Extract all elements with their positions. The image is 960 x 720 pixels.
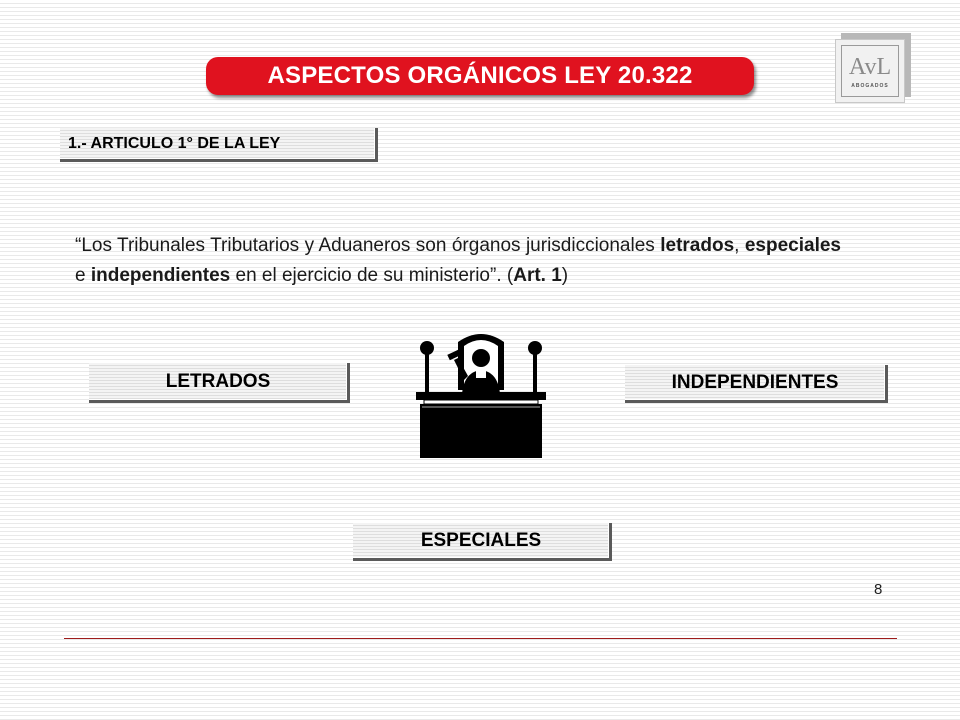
box-independientes-label: INDEPENDIENTES: [671, 371, 839, 393]
slide-title-bar: [206, 57, 754, 95]
quote-text: ): [561, 265, 569, 286]
box-especiales-label: ESPECIALES: [420, 529, 542, 551]
quote-bold-independientes: independientes: [90, 265, 231, 286]
box-letrados-label: LETRADOS: [165, 370, 271, 392]
judge-at-bench-icon: [410, 328, 552, 460]
quote-text: e: [75, 265, 91, 286]
logo-frame: [841, 45, 899, 97]
logo-subtitle: ABOGADOS: [851, 83, 889, 89]
quote-text: en el ejercicio de su ministerio”. (: [230, 265, 514, 286]
quote-bold-letrados: letrados: [660, 235, 735, 256]
bottom-divider: [64, 638, 897, 639]
article-quote: [75, 231, 841, 291]
box-independientes: [625, 365, 888, 403]
quote-text: “Los Tribunales Tributarios y Aduaneros son órganos jurisdiccionales: [75, 235, 661, 256]
box-especiales: [353, 523, 612, 561]
quote-bold-especiales: especiales: [744, 235, 841, 256]
quote-text: ,: [734, 235, 745, 256]
box-letrados: [89, 363, 350, 403]
logo-mark: AvL: [848, 54, 892, 80]
section-heading: [60, 128, 378, 162]
avl-logo: [835, 33, 911, 103]
page-number: 8: [874, 581, 883, 598]
slide-title: ASPECTOS ORGÁNICOS LEY 20.322: [267, 62, 693, 89]
section-heading-label: 1.- ARTICULO 1° DE LA LEY: [68, 134, 281, 152]
quote-bold-article: Art. 1: [513, 265, 562, 286]
logo-plate: [835, 39, 905, 103]
